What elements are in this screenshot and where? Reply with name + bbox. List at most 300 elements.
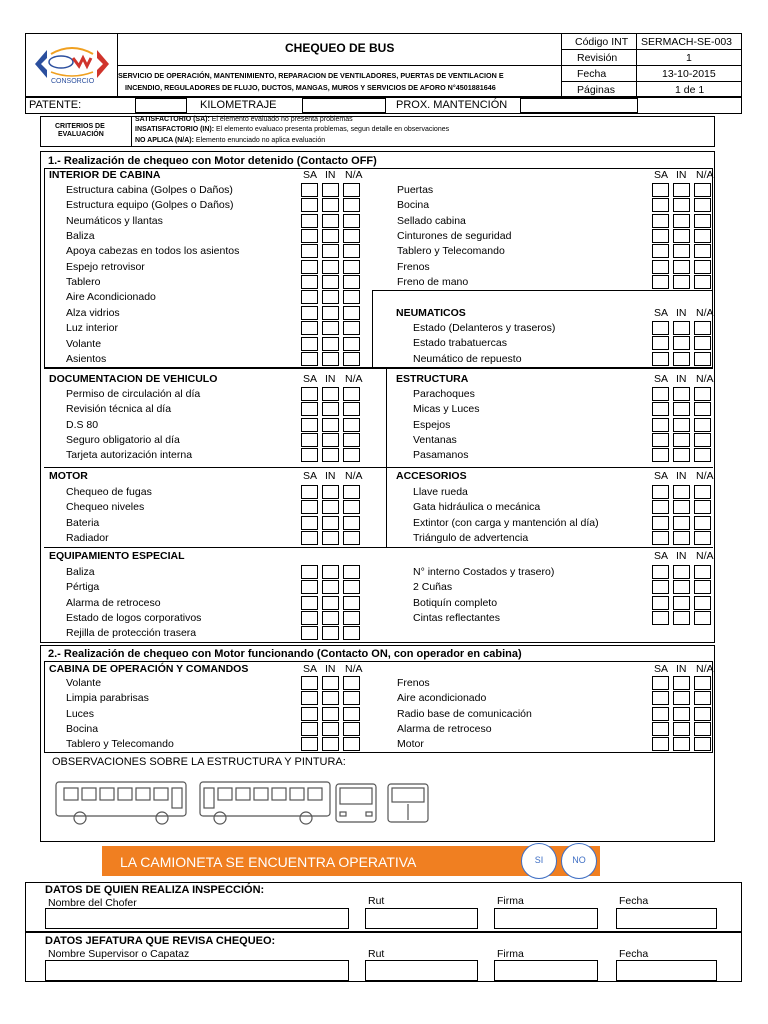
interior-item: Baliza [66, 230, 95, 243]
cabina-right-checkbox-na[interactable] [694, 676, 711, 690]
criterio-in [135, 126, 449, 134]
interior-checkbox-sa[interactable] [301, 321, 318, 335]
col-header-in: IN [325, 470, 336, 482]
estructura-checkbox-sa[interactable] [652, 418, 669, 432]
interior-right-checkbox-na[interactable] [694, 244, 711, 258]
col-header-na: N/A [696, 470, 714, 482]
equipamiento-title: EQUIPAMIENTO ESPECIAL [49, 550, 185, 562]
interior-item: Aire Acondicionado [66, 291, 156, 304]
equipamiento-right-checkbox-sa[interactable] [652, 580, 669, 594]
motor-checkbox-in[interactable] [322, 500, 339, 514]
estructura-checkbox-sa[interactable] [652, 387, 669, 401]
cabina-right-checkbox-sa[interactable] [652, 691, 669, 705]
motor-item: Bateria [66, 516, 100, 529]
col-header-na: N/A [696, 373, 714, 385]
documentacion-checkbox-in[interactable] [322, 387, 339, 401]
cabina-right-item: Frenos [397, 677, 430, 689]
interior-checkbox-in[interactable] [322, 260, 339, 274]
interior-item: Luz interior [66, 322, 118, 335]
meta-label-fecha: Fecha [577, 68, 607, 80]
cabina-checkbox-na[interactable] [343, 707, 360, 721]
estructura-item: Micas y Luces [413, 403, 480, 416]
jefatura-firma-label: Firma [497, 948, 524, 960]
estructura-checkbox-sa[interactable] [652, 448, 669, 462]
inspeccion-nombre-input[interactable] [45, 908, 349, 929]
equipamiento-checkbox-in[interactable] [322, 611, 339, 625]
inspeccion-rut-label: Rut [368, 895, 385, 907]
estructura-checkbox-na[interactable] [694, 448, 711, 462]
interior-checkbox-na[interactable] [343, 337, 360, 351]
estructura-item: Parachoques [413, 388, 475, 400]
interior-checkbox-na[interactable] [343, 321, 360, 335]
kilometraje-label: KILOMETRAJE [200, 99, 277, 111]
neumaticos-checkbox-sa[interactable] [652, 321, 669, 335]
interior-checkbox-sa[interactable] [301, 260, 318, 274]
documentacion-checkbox-na[interactable] [343, 402, 360, 416]
col-header-na: N/A [696, 169, 714, 181]
equipamiento-right-checkbox-sa[interactable] [652, 565, 669, 579]
meta-label-paginas: Páginas [577, 84, 615, 96]
equipamiento-checkbox-sa[interactable] [301, 580, 318, 594]
cabina-right-item: Aire acondicionado [397, 692, 487, 705]
neumaticos-item: Neumático de repuesto [413, 352, 522, 365]
interior-right-checkbox-sa[interactable] [652, 214, 669, 228]
bus-diagrams [50, 772, 450, 832]
cabina-checkbox-in[interactable] [322, 737, 339, 751]
equipamiento-right-item: Cintas reflectantes [413, 612, 500, 625]
interior-checkbox-sa[interactable] [301, 337, 318, 351]
prox-mantencion-input[interactable] [520, 98, 638, 113]
estructura-checkbox-in[interactable] [673, 387, 690, 401]
interior-checkbox-in[interactable] [322, 244, 339, 258]
documentacion-checkbox-sa[interactable] [301, 418, 318, 432]
inspeccion-nombre-label: Nombre del Chofer [48, 897, 137, 909]
cabina-checkbox-sa[interactable] [301, 722, 318, 736]
equipamiento-right-checkbox-in[interactable] [673, 611, 690, 625]
interior-right-checkbox-sa[interactable] [652, 229, 669, 243]
cabina-right-checkbox-in[interactable] [673, 676, 690, 690]
inspeccion-firma-input[interactable] [494, 908, 598, 929]
cabina-item: Luces [66, 707, 95, 720]
jefatura-firma-input[interactable] [494, 960, 598, 981]
col-header-in: IN [325, 663, 336, 675]
service-line-2: INCENDIO, REGULADORES DE FLUJO, DUCTOS, MANGAS, MUROS Y SERVICIOS DE AFORO N°4501881646 [125, 83, 496, 92]
col-header-na: N/A [696, 550, 714, 562]
motor-item: Radiador [66, 532, 109, 545]
interior-item: Estructura cabina (Golpes o Daños) [66, 184, 233, 196]
estructura-checkbox-in[interactable] [673, 448, 690, 462]
accesorios-checkbox-sa[interactable] [652, 531, 669, 545]
estructura-item: Pasamanos [413, 449, 469, 462]
documentacion-checkbox-in[interactable] [322, 433, 339, 447]
inspeccion-fecha-input[interactable] [616, 908, 717, 929]
neumaticos-checkbox-in[interactable] [673, 352, 690, 366]
col-header-sa: SA [303, 663, 318, 675]
interior-checkbox-in[interactable] [322, 275, 339, 289]
interior-checkbox-na[interactable] [343, 290, 360, 304]
documentacion-checkbox-na[interactable] [343, 448, 360, 462]
motor-checkbox-in[interactable] [322, 516, 339, 530]
jefatura-fecha-input[interactable] [616, 960, 717, 981]
interior-checkbox-na[interactable] [343, 275, 360, 289]
equipamiento-checkbox-sa[interactable] [301, 611, 318, 625]
form-title: CHEQUEO DE BUS [285, 41, 395, 55]
documentacion-checkbox-na[interactable] [343, 433, 360, 447]
cabina-right-checkbox-in[interactable] [673, 722, 690, 736]
cabina-right-item: Alarma de retroceso [397, 723, 492, 736]
neumaticos-checkbox-in[interactable] [673, 321, 690, 335]
col-header-na: N/A [345, 169, 363, 181]
cabina-right-item: Radio base de comunicación [397, 707, 532, 720]
interior-right-checkbox-na[interactable] [694, 275, 711, 289]
jefatura-rut-input[interactable] [365, 960, 478, 981]
motor-checkbox-in[interactable] [322, 531, 339, 545]
cabina-item: Tablero y Telecomando [66, 738, 174, 751]
col-header-sa: SA [654, 307, 669, 319]
accesorios-checkbox-in[interactable] [673, 531, 690, 545]
documentacion-checkbox-na[interactable] [343, 418, 360, 432]
prox-mantencion-label: PROX. MANTENCIÓN [396, 99, 508, 111]
interior-checkbox-in[interactable] [322, 214, 339, 228]
cabina-right-checkbox-in[interactable] [673, 707, 690, 721]
col-header-in: IN [676, 169, 687, 181]
cabina-right-checkbox-sa[interactable] [652, 722, 669, 736]
cabina-right-checkbox-sa[interactable] [652, 707, 669, 721]
accesorios-title: ACCESORIOS [396, 470, 467, 482]
interior-checkbox-sa[interactable] [301, 229, 318, 243]
interior-checkbox-in[interactable] [322, 198, 339, 212]
neumaticos-checkbox-na[interactable] [694, 352, 711, 366]
interior-right-checkbox-in[interactable] [673, 244, 690, 258]
criterio-sa [135, 116, 353, 124]
interior-checkbox-sa[interactable] [301, 244, 318, 258]
col-header-sa: SA [303, 470, 318, 482]
cabina-right-item: Motor [397, 738, 424, 751]
kilometraje-input[interactable] [302, 98, 386, 113]
jefatura-nombre-input[interactable] [45, 960, 349, 981]
interior-checkbox-sa[interactable] [301, 275, 318, 289]
interior-right-checkbox-sa[interactable] [652, 183, 669, 197]
equipamiento-item: Estado de logos corporativos [66, 612, 202, 625]
interior-checkbox-na[interactable] [343, 214, 360, 228]
interior-checkbox-in[interactable] [322, 183, 339, 197]
col-header-sa: SA [303, 373, 318, 385]
interior-checkbox-in[interactable] [322, 306, 339, 320]
cabina-item: Volante [66, 677, 102, 689]
service-line-1: SERVICIO DE OPERACIÓN, MANTENIMIENTO, REPARACION DE VENTILADORES, PUERTAS DE VENTILACION E [118, 71, 504, 80]
interior-right-checkbox-na[interactable] [694, 183, 711, 197]
interior-right-checkbox-in[interactable] [673, 198, 690, 212]
equipamiento-checkbox-sa[interactable] [301, 596, 318, 610]
jefatura-nombre-label: Nombre Supervisor o Capataz [48, 948, 190, 960]
accesorios-checkbox-in[interactable] [673, 500, 690, 514]
col-header-na: N/A [696, 307, 714, 319]
meta-value-paginas: 1 de 1 [675, 84, 705, 96]
interior-checkbox-in[interactable] [322, 337, 339, 351]
criterios-label-1: CRITERIOS DE [55, 123, 105, 130]
neumaticos-checkbox-sa[interactable] [652, 352, 669, 366]
neumaticos-title: NEUMATICOS [396, 307, 466, 319]
interior-right-item: Puertas [397, 184, 434, 196]
interior-checkbox-na[interactable] [343, 183, 360, 197]
neumaticos-item: Estado (Delanteros y traseros) [413, 322, 556, 334]
equipamiento-checkbox-na[interactable] [343, 626, 360, 640]
interior-item: Neumáticos y llantas [66, 214, 163, 227]
documentacion-checkbox-in[interactable] [322, 402, 339, 416]
col-header-na: N/A [345, 373, 363, 385]
interior-right-checkbox-sa[interactable] [652, 244, 669, 258]
cabina-checkbox-na[interactable] [343, 737, 360, 751]
criterio-na-text: Elemento enunciado no aplica evaluación [193, 137, 326, 144]
equipamiento-right-checkbox-na[interactable] [694, 611, 711, 625]
equipamiento-right-checkbox-na[interactable] [694, 565, 711, 579]
equipamiento-checkbox-in[interactable] [322, 626, 339, 640]
accesorios-checkbox-sa[interactable] [652, 516, 669, 530]
equipamiento-checkbox-na[interactable] [343, 596, 360, 610]
interior-checkbox-na[interactable] [343, 229, 360, 243]
equipamiento-checkbox-na[interactable] [343, 580, 360, 594]
equipamiento-checkbox-sa[interactable] [301, 626, 318, 640]
interior-checkbox-na[interactable] [343, 352, 360, 366]
documentacion-checkbox-sa[interactable] [301, 448, 318, 462]
interior-checkbox-sa[interactable] [301, 352, 318, 366]
col-header-na: N/A [345, 470, 363, 482]
col-header-in: IN [676, 550, 687, 562]
interior-right-checkbox-sa[interactable] [652, 260, 669, 274]
observaciones-label: OBSERVACIONES SOBRE LA ESTRUCTURA Y PINTURA: [52, 756, 346, 768]
interior-right-checkbox-na[interactable] [694, 260, 711, 274]
inspeccion-rut-input[interactable] [365, 908, 478, 929]
cabina-checkbox-na[interactable] [343, 691, 360, 705]
estructura-checkbox-na[interactable] [694, 387, 711, 401]
documentacion-item: Seguro obligatorio al día [66, 434, 180, 447]
motor-item: Chequeo de fugas [66, 486, 152, 498]
meta-label-codigo: Código INT [575, 36, 629, 48]
documentacion-checkbox-sa[interactable] [301, 387, 318, 401]
cabina-right-checkbox-in[interactable] [673, 691, 690, 705]
meta-value-fecha: 13-10-2015 [662, 68, 716, 80]
equipamiento-checkbox-in[interactable] [322, 565, 339, 579]
equipamiento-right-item: N° interno Costados y trasero) [413, 566, 555, 578]
interior-right-checkbox-na[interactable] [694, 229, 711, 243]
interior-checkbox-sa[interactable] [301, 214, 318, 228]
col-header-sa: SA [654, 663, 669, 675]
cabina-right-checkbox-na[interactable] [694, 722, 711, 736]
col-header-in: IN [325, 169, 336, 181]
equipamiento-checkbox-in[interactable] [322, 596, 339, 610]
interior-right-checkbox-in[interactable] [673, 260, 690, 274]
interior-right-item: Sellado cabina [397, 214, 466, 227]
interior-right-checkbox-sa[interactable] [652, 198, 669, 212]
equipamiento-item: Pértiga [66, 581, 100, 594]
cabina-right-checkbox-sa[interactable] [652, 676, 669, 690]
documentacion-checkbox-in[interactable] [322, 418, 339, 432]
meta-value-codigo: SERMACH-SE-003 [641, 36, 733, 48]
motor-checkbox-na[interactable] [343, 485, 360, 499]
estructura-checkbox-na[interactable] [694, 402, 711, 416]
interior-checkbox-na[interactable] [343, 198, 360, 212]
criterio-sa-key: SATISFACTORIO (SA): [135, 116, 210, 123]
cabina-right-checkbox-sa[interactable] [652, 737, 669, 751]
meta-value-revision: 1 [686, 52, 692, 64]
neumaticos-checkbox-na[interactable] [694, 336, 711, 350]
cabina-right-checkbox-na[interactable] [694, 707, 711, 721]
documentacion-checkbox-na[interactable] [343, 387, 360, 401]
interior-right-checkbox-in[interactable] [673, 275, 690, 289]
equipamiento-right-checkbox-sa[interactable] [652, 596, 669, 610]
no-option[interactable]: NO [561, 843, 597, 879]
equipamiento-right-checkbox-in[interactable] [673, 565, 690, 579]
interior-checkbox-na[interactable] [343, 244, 360, 258]
accesorios-checkbox-na[interactable] [694, 485, 711, 499]
cabina-right-checkbox-na[interactable] [694, 737, 711, 751]
jefatura-rut-label: Rut [368, 948, 385, 960]
cabina-item: Bocina [66, 723, 99, 736]
interior-checkbox-in[interactable] [322, 321, 339, 335]
cabina-checkbox-sa[interactable] [301, 737, 318, 751]
estructura-item: Ventanas [413, 434, 457, 447]
equipamiento-right-checkbox-na[interactable] [694, 596, 711, 610]
motor-checkbox-na[interactable] [343, 500, 360, 514]
documentacion-item: Revisión técnica al día [66, 403, 172, 416]
interior-right-checkbox-in[interactable] [673, 183, 690, 197]
equipamiento-right-checkbox-in[interactable] [673, 596, 690, 610]
equipamiento-checkbox-na[interactable] [343, 611, 360, 625]
inspeccion-title: DATOS DE QUIEN REALIZA INSPECCIÓN: [45, 884, 265, 896]
accesorios-checkbox-in[interactable] [673, 485, 690, 499]
equipamiento-checkbox-sa[interactable] [301, 565, 318, 579]
cabina-checkbox-sa[interactable] [301, 707, 318, 721]
neumaticos-item: Estado trabatuercas [413, 337, 507, 350]
motor-checkbox-in[interactable] [322, 485, 339, 499]
interior-right-checkbox-sa[interactable] [652, 275, 669, 289]
interior-checkbox-na[interactable] [343, 306, 360, 320]
interior-checkbox-sa[interactable] [301, 183, 318, 197]
cabina-checkbox-in[interactable] [322, 722, 339, 736]
documentacion-item: Tarjeta autorización interna [66, 449, 193, 462]
interior-item: Apoya cabezas en todos los asientos [66, 245, 240, 258]
neumaticos-checkbox-sa[interactable] [652, 336, 669, 350]
equipamiento-item: Rejilla de protección trasera [66, 627, 197, 640]
jefatura-fecha-label: Fecha [619, 948, 649, 960]
estructura-checkbox-sa[interactable] [652, 433, 669, 447]
neumaticos-checkbox-na[interactable] [694, 321, 711, 335]
documentacion-checkbox-sa[interactable] [301, 433, 318, 447]
motor-checkbox-na[interactable] [343, 531, 360, 545]
interior-item: Estructura equipo (Golpes o Daños) [66, 199, 234, 212]
col-header-in: IN [676, 307, 687, 319]
cabina-checkbox-in[interactable] [322, 676, 339, 690]
inspeccion-firma-label: Firma [497, 895, 524, 907]
criterio-na-key: NO APLICA (N/A): [135, 137, 194, 144]
interior-checkbox-sa[interactable] [301, 306, 318, 320]
interior-checkbox-sa[interactable] [301, 290, 318, 304]
equipamiento-checkbox-na[interactable] [343, 565, 360, 579]
company-logo [33, 38, 111, 92]
accesorios-checkbox-na[interactable] [694, 516, 711, 530]
interior-right-checkbox-in[interactable] [673, 214, 690, 228]
estructura-checkbox-na[interactable] [694, 433, 711, 447]
equipamiento-right-checkbox-sa[interactable] [652, 611, 669, 625]
documentacion-title: DOCUMENTACION DE VEHICULO [49, 373, 218, 385]
estructura-checkbox-in[interactable] [673, 433, 690, 447]
interior-right-item: Tablero y Telecomando [397, 245, 505, 258]
interior-checkbox-na[interactable] [343, 260, 360, 274]
interior-right-item: Freno de mano [397, 276, 469, 289]
equipamiento-right-item: Botiquín completo [413, 596, 498, 609]
cabina-checkbox-in[interactable] [322, 707, 339, 721]
estructura-checkbox-sa[interactable] [652, 402, 669, 416]
accesorios-checkbox-sa[interactable] [652, 485, 669, 499]
si-option[interactable]: SI [521, 843, 557, 879]
estructura-checkbox-na[interactable] [694, 418, 711, 432]
equipamiento-checkbox-in[interactable] [322, 580, 339, 594]
documentacion-checkbox-in[interactable] [322, 448, 339, 462]
interior-right-checkbox-na[interactable] [694, 198, 711, 212]
interior-item: Volante [66, 337, 102, 350]
documentacion-checkbox-sa[interactable] [301, 402, 318, 416]
interior-right-checkbox-in[interactable] [673, 229, 690, 243]
logo-text: CONSORCIO [51, 78, 95, 85]
bus-diagram-svg [50, 772, 450, 832]
motor-item: Chequeo niveles [66, 501, 145, 514]
accesorios-item: Triángulo de advertencia [413, 532, 529, 545]
col-header-in: IN [676, 373, 687, 385]
criterio-na [135, 137, 325, 145]
jefatura-title: DATOS JEFATURA QUE REVISA CHEQUEO: [45, 935, 276, 947]
cabina-checkbox-na[interactable] [343, 722, 360, 736]
operativa-text: LA CAMIONETA SE ENCUENTRA OPERATIVA [120, 854, 417, 870]
accesorios-checkbox-sa[interactable] [652, 500, 669, 514]
inspeccion-fecha-label: Fecha [619, 895, 649, 907]
cabina-right-checkbox-in[interactable] [673, 737, 690, 751]
cabina-item: Limpia parabrisas [66, 692, 149, 705]
equipamiento-right-checkbox-in[interactable] [673, 580, 690, 594]
patente-input[interactable] [135, 98, 187, 113]
motor-checkbox-sa[interactable] [301, 485, 318, 499]
interior-checkbox-in[interactable] [322, 229, 339, 243]
col-header-sa: SA [654, 550, 669, 562]
interior-item: Alza vidrios [66, 306, 120, 319]
cabina-checkbox-in[interactable] [322, 691, 339, 705]
motor-checkbox-sa[interactable] [301, 500, 318, 514]
interior-checkbox-sa[interactable] [301, 198, 318, 212]
col-header-na: N/A [696, 663, 714, 675]
cabina-checkbox-na[interactable] [343, 676, 360, 690]
interior-right-checkbox-na[interactable] [694, 214, 711, 228]
accesorios-checkbox-na[interactable] [694, 500, 711, 514]
equipamiento-item: Alarma de retroceso [66, 596, 161, 609]
col-header-sa: SA [654, 169, 669, 181]
col-header-sa: SA [654, 470, 669, 482]
neumaticos-checkbox-in[interactable] [673, 336, 690, 350]
interior-checkbox-in[interactable] [322, 352, 339, 366]
motor-checkbox-sa[interactable] [301, 531, 318, 545]
cabina-checkbox-sa[interactable] [301, 691, 318, 705]
col-header-in: IN [676, 663, 687, 675]
estructura-checkbox-in[interactable] [673, 418, 690, 432]
motor-checkbox-na[interactable] [343, 516, 360, 530]
equipamiento-right-checkbox-na[interactable] [694, 580, 711, 594]
estructura-checkbox-in[interactable] [673, 402, 690, 416]
cabina-right-checkbox-na[interactable] [694, 691, 711, 705]
criterio-in-text: El elemento evaluaco presenta problemas, segun detalle en observaciones [214, 126, 450, 133]
interior-checkbox-in[interactable] [322, 290, 339, 304]
cabina-checkbox-sa[interactable] [301, 676, 318, 690]
accesorios-checkbox-in[interactable] [673, 516, 690, 530]
accesorios-checkbox-na[interactable] [694, 531, 711, 545]
motor-checkbox-sa[interactable] [301, 516, 318, 530]
